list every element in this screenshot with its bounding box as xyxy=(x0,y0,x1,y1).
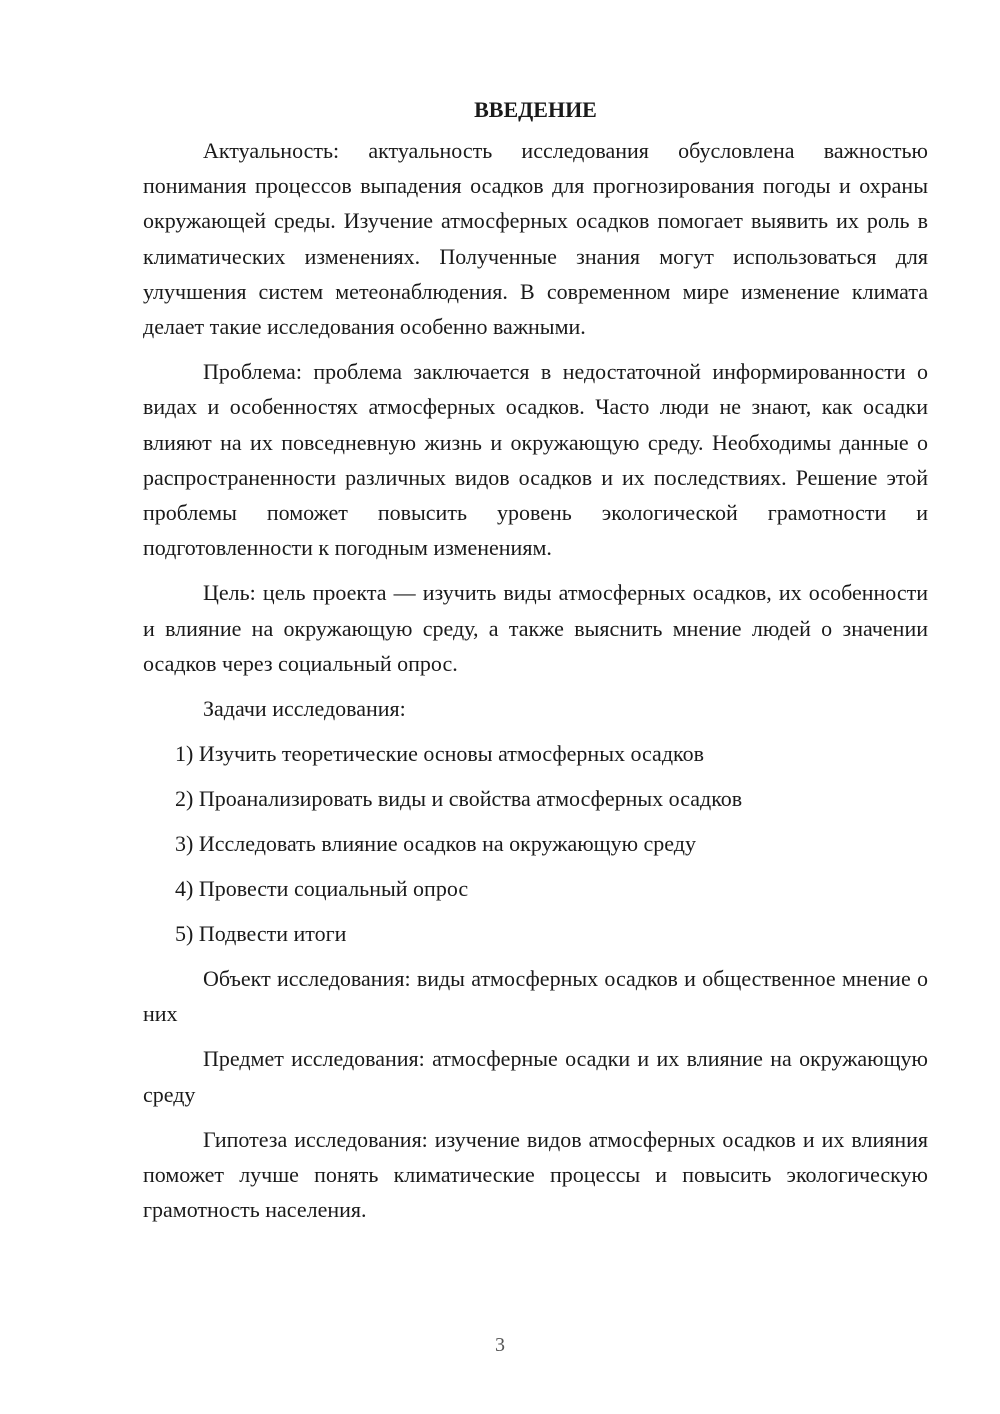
page-number: 3 xyxy=(495,1334,505,1356)
task-item: 1) Изучить теоретические основы атмосферных осадков xyxy=(175,741,704,767)
hypothesis-paragraph: Гипотеза исследования: изучение видов атмосферных осадков и их влияния поможет лучше понять климатические процессы и повысить экологическую грамотность населения. xyxy=(143,1126,928,1223)
subject-paragraph: Предмет исследования: атмосферные осадки и их влияние на окружающую среду xyxy=(143,1046,928,1107)
task-item: 2) Проанализировать виды и свойства атмосферных осадков xyxy=(175,786,743,812)
page-title: ВВЕДЕНИЕ xyxy=(474,97,597,122)
task-item: 5) Подвести итоги xyxy=(175,921,347,947)
problem-paragraph: Проблема: проблема заключается в недостаточной информированности о видах и особенностях атмосферных осадков. Часто люди не знают, как осадки влияют на их повседневную жизнь и окружающую среду. Необходимы данные о распространенности различных видов осадков и их последствиях. Решение этой проблемы поможет повысить уровень экологической грамотности и подготовленности к погодным изменениям. xyxy=(143,359,928,561)
task-item: 3) Исследовать влияние осадков на окружающую среду xyxy=(175,831,696,857)
tasks-list xyxy=(143,736,928,951)
document-page xyxy=(143,92,928,1237)
task-item: 4) Провести социальный опрос xyxy=(175,876,469,902)
relevance-paragraph: Актуальность: актуальность исследования обусловлена важностью понимания процессов выпадения осадков для прогнозирования погоды и охраны окружающей среды. Изучение атмосферных осадков помогает выявить их роль в климатических изменениях. Полученные знания могут использоваться для улучшения систем метеонаблюдения. В современном мире изменение климата делает такие исследования особенно важными. xyxy=(143,138,928,340)
tasks-heading: Задачи исследования: xyxy=(203,696,406,722)
object-paragraph: Объект исследования: виды атмосферных осадков и общественное мнение о них xyxy=(143,966,928,1027)
goal-paragraph: Цель: цель проекта — изучить виды атмосферных осадков, их особенности и влияние на окружающую среду, а также выяснить мнение людей о значении осадков через социальный опрос. xyxy=(143,580,928,676)
